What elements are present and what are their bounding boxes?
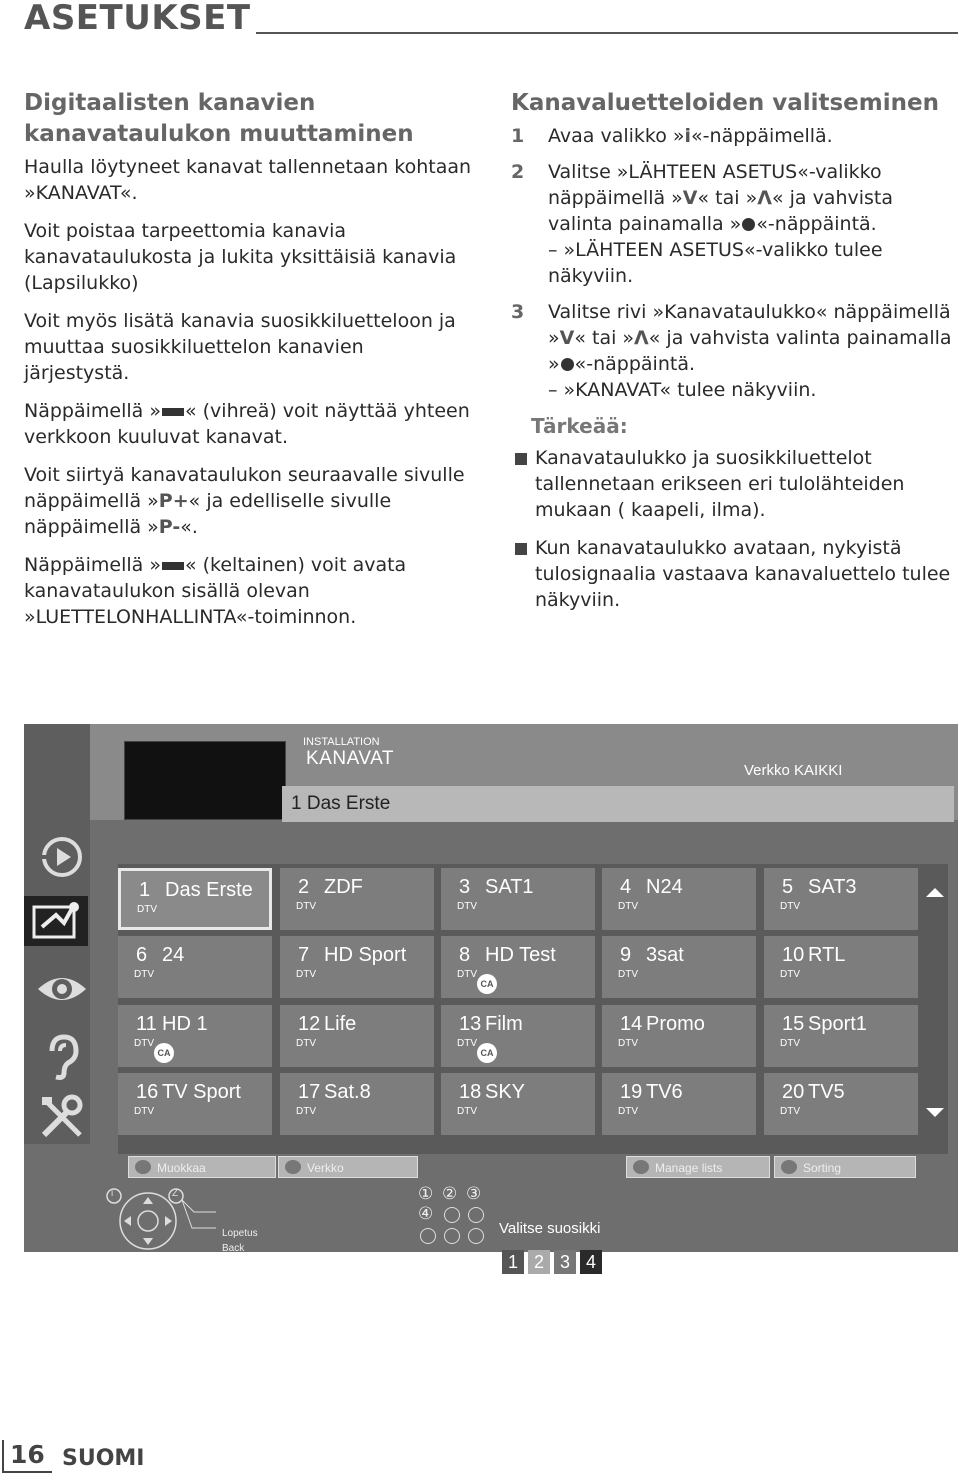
fav-key-1[interactable]: ①: [418, 1184, 434, 1204]
tv-preview: [124, 741, 286, 820]
channel-number: 2: [298, 876, 310, 898]
blue-key-icon: [781, 1160, 797, 1174]
channel-tile[interactable]: [602, 1005, 756, 1067]
green-key-icon: [162, 408, 184, 416]
left-para-4: Näppäimellä » « (vihreä) voit näyttää yhteen verkkoon kuuluvat kanavat.: [24, 400, 470, 448]
tools-icon[interactable]: [34, 1092, 90, 1142]
red-key-icon: [135, 1160, 151, 1174]
exit-label: Lopetus: [222, 1228, 258, 1239]
empty-key-circle: [468, 1207, 484, 1223]
fav-page-3[interactable]: 3: [554, 1250, 576, 1274]
channel-tile[interactable]: [764, 1073, 918, 1135]
info-key-label: i: [111, 1188, 114, 1199]
channel-number: 20: [782, 1081, 805, 1103]
back-label: Back: [222, 1243, 245, 1254]
channel-name: SKY: [485, 1081, 526, 1103]
channel-number: 8: [459, 944, 471, 966]
step-3: 3 Valitse rivi »Kanavataulukko« näppäimellä »V« tai »Λ« ja vahvista valinta painamalla » «-näppäintä. – »KANAVAT« tulee näkyviin.: [511, 299, 957, 403]
channel-type: DTV: [618, 1106, 638, 1117]
tv-menu-title: KANAVAT: [306, 748, 394, 769]
sorting-button[interactable]: Sorting: [774, 1156, 916, 1178]
installation-icon[interactable]: [24, 896, 88, 946]
footer-base-rule: [2, 1471, 52, 1473]
channel-number: 1: [139, 879, 151, 901]
step-3-result: – »KANAVAT« tulee näkyviin.: [548, 379, 817, 401]
channel-tile[interactable]: [441, 1073, 595, 1135]
channel-type: DTV: [457, 1038, 477, 1049]
left-para-1: Haulla löytyneet kanavat tallennetaan kohtaan »KANAVAT«.: [24, 156, 472, 204]
left-para-5: Voit siirtyä kanavataulukon seuraavalle sivulle näppäimellä »P+« ja edelliselle sivulle näppäimellä »P-«.: [24, 464, 465, 538]
yellow-key-icon: [633, 1160, 649, 1174]
channel-number: 12: [298, 1013, 321, 1035]
navigation-cross-icon: [98, 1186, 298, 1252]
channel-number: 16: [136, 1081, 159, 1103]
green-key-icon: [285, 1160, 301, 1174]
channel-tile[interactable]: [764, 936, 918, 998]
edit-button[interactable]: Muokkaa: [128, 1156, 276, 1178]
ca-icon: CA: [477, 974, 497, 994]
network-button[interactable]: Verkko: [278, 1156, 418, 1178]
channel-type: DTV: [296, 969, 316, 980]
channel-name: HD Sport: [324, 944, 407, 966]
empty-key-circle: [444, 1228, 460, 1244]
step-2: 2 Valitse »LÄHTEEN ASETUS«-valikko näppäimellä »V« tai »Λ« ja vahvista valinta painamalla » «-näppäintä. – »LÄHTEEN ASETUS«-valikko tulee näkyviin.: [511, 159, 957, 289]
tv-legend: [24, 1182, 958, 1252]
channel-type: DTV: [296, 1038, 316, 1049]
channel-name: 24: [162, 944, 185, 966]
channel-type: DTV: [457, 901, 477, 912]
ok-key-icon: [742, 218, 755, 231]
channel-name: Film: [485, 1013, 523, 1035]
channel-type: DTV: [296, 1106, 316, 1117]
channel-type: DTV: [780, 969, 800, 980]
channel-number: 11: [136, 1013, 157, 1035]
fav-page-1[interactable]: 1: [502, 1250, 524, 1274]
fav-key-4[interactable]: ④: [418, 1204, 434, 1224]
left-para-2: Voit poistaa tarpeettomia kanavia kanavataulukosta ja lukita yksittäisiä kanavia (Lapsilukko): [24, 220, 457, 294]
left-para-3: Voit myös lisätä kanavia suosikkiluetteloon ja muuttaa suosikkiluettelon kanavien järjestystä.: [24, 310, 456, 384]
function-button-bar: [24, 1154, 958, 1182]
channel-number: 10: [782, 944, 805, 966]
scroll-down-icon[interactable]: [926, 1108, 944, 1117]
right-column: [511, 88, 957, 625]
channel-name: TV Sport: [162, 1081, 241, 1103]
eye-icon[interactable]: [34, 964, 90, 1014]
tv-selected-channel: 1 Das Erste: [291, 793, 391, 814]
right-heading: Kanavaluetteloiden valitseminen: [511, 90, 939, 116]
channel-number: 3: [459, 876, 471, 898]
channel-tile[interactable]: [118, 868, 272, 930]
header-rule: [256, 32, 958, 34]
channel-type: DTV: [618, 901, 638, 912]
language-label: SUOMI: [62, 1446, 145, 1471]
channel-number: 6: [136, 944, 148, 966]
section-title: ASETUKSET: [24, 0, 251, 38]
channel-name: ZDF: [324, 876, 363, 898]
channel-number: 15: [782, 1013, 805, 1035]
z-key-label: Z: [172, 1188, 179, 1199]
info-key: i: [684, 125, 692, 147]
tv-network-filter[interactable]: Verkko KAIKKI: [744, 762, 843, 779]
yellow-key-icon: [162, 562, 184, 570]
channel-tile[interactable]: [280, 868, 434, 930]
channel-name: HD Test: [485, 944, 556, 966]
channel-number: 18: [459, 1081, 482, 1103]
channel-type: DTV: [780, 901, 800, 912]
ok-key-icon: [561, 358, 574, 371]
channel-name: RTL: [808, 944, 846, 966]
channel-tile[interactable]: [764, 1005, 918, 1067]
channel-type: DTV: [134, 1038, 154, 1049]
channel-tile[interactable]: [764, 868, 918, 930]
bullet-square-icon: [515, 453, 527, 465]
down-key-icon: V: [559, 327, 575, 349]
channel-type: DTV: [618, 969, 638, 980]
channel-type: DTV: [457, 1106, 477, 1117]
channel-type: DTV: [134, 1106, 154, 1117]
page-number: 16: [10, 1440, 45, 1469]
channel-name: SAT3: [808, 876, 857, 898]
step-2-result: – »LÄHTEEN ASETUS«-valikko tulee näkyviin.: [548, 239, 883, 287]
favorite-select-label: Valitse suosikki: [499, 1220, 601, 1237]
channel-grid: [118, 864, 948, 1154]
channel-number: 9: [620, 944, 632, 966]
channel-type: DTV: [780, 1106, 800, 1117]
channel-tile[interactable]: [280, 936, 434, 998]
ear-icon[interactable]: [34, 1032, 90, 1082]
step-1: 1 Avaa valikko »i«-näppäimellä.: [511, 125, 833, 147]
page-header: [24, 0, 958, 40]
channel-tile[interactable]: [280, 1073, 434, 1135]
ca-icon: CA: [477, 1043, 497, 1063]
empty-key-circle: [468, 1228, 484, 1244]
bullet-2: Kun kanavataulukko avataan, nykyistä tulosignaalia vastaava kanavaluettelo tulee näkyviin.: [511, 535, 957, 613]
channel-number: 13: [459, 1013, 482, 1035]
left-heading: Digitaalisten kanavien kanavataulukon muuttaminen: [24, 90, 414, 147]
channel-name: N24: [646, 876, 683, 898]
favorite-keys-grid: [416, 1184, 492, 1246]
channel-type: DTV: [134, 969, 154, 980]
channel-tile[interactable]: [118, 936, 272, 998]
empty-key-circle: [444, 1207, 460, 1223]
channel-name: SAT1: [485, 876, 534, 898]
empty-key-circle: [420, 1228, 436, 1244]
up-key-icon: Λ: [634, 327, 649, 349]
channel-number: 5: [782, 876, 794, 898]
channel-number: 17: [298, 1081, 321, 1103]
channel-name: Promo: [646, 1013, 705, 1035]
channel-number: 19: [620, 1081, 643, 1103]
channel-name: Sat.8: [324, 1081, 371, 1103]
fav-key-2[interactable]: ②: [442, 1184, 458, 1204]
channel-number: 4: [620, 876, 632, 898]
up-key-icon: Λ: [757, 187, 772, 209]
channel-name: TV5: [808, 1081, 845, 1103]
footer-rule: [2, 1440, 4, 1472]
ca-icon: CA: [154, 1043, 174, 1063]
channel-tile[interactable]: [118, 1005, 272, 1067]
bullet-1: Kanavataulukko ja suosikkiluettelot tallennetaan erikseen eri tulolähteiden mukaan ( kaapeli, ilma).: [511, 445, 957, 523]
down-key-icon: V: [682, 187, 698, 209]
channel-name: Das Erste: [165, 879, 253, 901]
exit-back-labels: [222, 1226, 258, 1256]
channel-tile[interactable]: [602, 936, 756, 998]
channel-type: DTV: [457, 969, 477, 980]
fav-page-2[interactable]: 2: [528, 1250, 550, 1274]
channel-number: 14: [620, 1013, 643, 1035]
channel-name: 3sat: [646, 944, 684, 966]
source-icon[interactable]: [34, 832, 90, 882]
p-minus-key: P-: [158, 516, 181, 538]
fav-key-3[interactable]: ③: [466, 1184, 482, 1204]
important-label: Tärkeää:: [531, 414, 628, 438]
channel-tile[interactable]: [280, 1005, 434, 1067]
channel-name: Life: [324, 1013, 357, 1035]
channel-tile[interactable]: [118, 1073, 272, 1135]
bullet-square-icon: [515, 543, 527, 555]
channel-name: TV6: [646, 1081, 683, 1103]
channel-tile[interactable]: [441, 936, 595, 998]
channel-type: DTV: [780, 1038, 800, 1049]
channel-name: Sport1: [808, 1013, 867, 1035]
channel-tile[interactable]: [602, 868, 756, 930]
channel-tile[interactable]: [441, 868, 595, 930]
channel-type: DTV: [296, 901, 316, 912]
channel-tile[interactable]: [441, 1005, 595, 1067]
channel-type: DTV: [618, 1038, 638, 1049]
scroll-up-icon[interactable]: [926, 888, 944, 897]
channel-type: DTV: [137, 904, 157, 915]
fav-page-4[interactable]: 4: [580, 1250, 602, 1274]
tv-installation-label: INSTALLATION: [303, 736, 380, 748]
left-column: [24, 88, 474, 642]
channel-name: HD 1: [162, 1013, 208, 1035]
channel-tile[interactable]: [602, 1073, 756, 1135]
p-plus-key: P+: [158, 490, 189, 512]
manage-lists-button[interactable]: Manage lists: [626, 1156, 770, 1178]
channel-number: 7: [298, 944, 310, 966]
tv-screen: [24, 724, 958, 1272]
left-para-6: Näppäimellä » « (keltainen) voit avata kanavataulukon sisällä olevan »LUETTELONHALLINTA«-toiminnon.: [24, 554, 407, 628]
